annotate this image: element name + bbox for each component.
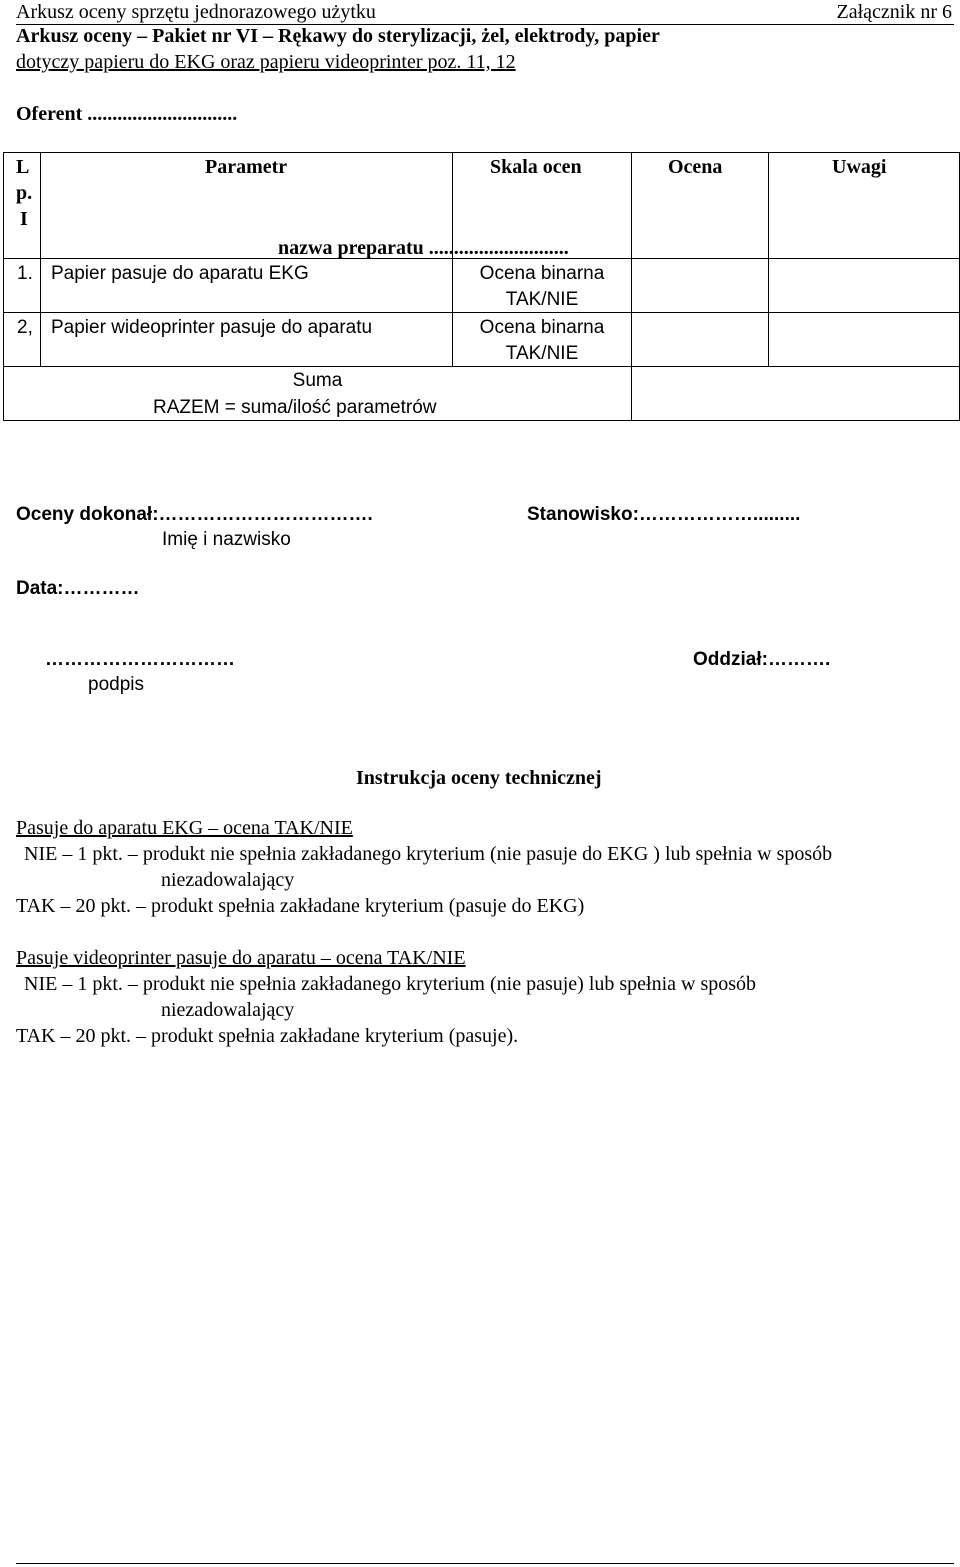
row2-lp: 2, bbox=[17, 317, 33, 338]
oddzial-field: Oddział:………. bbox=[693, 649, 831, 670]
section1-tak: TAK – 20 pkt. – produkt spełnia zakładane kryterium (pasuje do EKG) bbox=[16, 895, 585, 917]
lp-header-line3: I bbox=[20, 208, 28, 230]
document-title: Arkusz oceny – Pakiet nr VI – Rękawy do sterylizacji, żel, elektrody, papier bbox=[16, 25, 660, 47]
podpis-dots: ………………………… bbox=[45, 649, 235, 670]
row2-parametr: Papier wideoprinter pasuje do aparatu bbox=[51, 317, 373, 338]
imie-nazwisko-caption: Imię i nazwisko bbox=[162, 529, 291, 550]
section2-heading: Pasuje videoprinter pasuje do aparatu – ocena TAK/NIE bbox=[16, 947, 466, 969]
ocena-header: Ocena bbox=[668, 156, 723, 178]
uwagi-header: Uwagi bbox=[832, 156, 887, 178]
page-header bbox=[16, 0, 954, 25]
data-field: Data:………… bbox=[16, 578, 140, 599]
razem-label: RAZEM = suma/ilość parametrów bbox=[153, 397, 437, 418]
oferent-field: Oferent .............................. bbox=[16, 103, 238, 125]
section2-nie-line2: niezadowalający bbox=[161, 999, 295, 1021]
row1-parametr: Papier pasuje do aparatu EKG bbox=[51, 263, 309, 284]
document-subtitle: dotyczy papieru do EKG oraz papieru videoprinter poz. 11, 12 bbox=[16, 51, 516, 73]
footer-rule bbox=[16, 1563, 954, 1564]
section2-nie-line1: NIE – 1 pkt. – produkt nie spełnia zakładanego kryterium (nie pasuje) lub spełnia w sposób bbox=[24, 973, 757, 995]
section1-nie-line1: NIE – 1 pkt. – produkt nie spełnia zakładanego kryterium (nie pasuje do EKG ) lub spełnia w sposób bbox=[24, 843, 833, 865]
header-right-text: Załącznik nr 6 bbox=[836, 1, 952, 23]
section1-heading: Pasuje do aparatu EKG – ocena TAK/NIE bbox=[16, 817, 353, 839]
row1-ocena-cell bbox=[631, 258, 769, 313]
row2-uwagi-cell bbox=[768, 312, 960, 367]
suma-label: Suma bbox=[292, 370, 343, 391]
header-left-text: Arkusz oceny sprzętu jednorazowego użytku bbox=[16, 1, 376, 23]
skala-header: Skala ocen bbox=[490, 156, 582, 178]
section1-nie-line2: niezadowalający bbox=[161, 869, 295, 891]
row1-lp: 1. bbox=[17, 263, 33, 284]
row1-uwagi-cell bbox=[768, 258, 960, 313]
parametr-header: Parametr bbox=[205, 156, 288, 178]
lp-header-line2: p. bbox=[16, 182, 33, 204]
row1-skala-line1: Ocena binarna bbox=[479, 263, 605, 284]
oceny-dokonal: Oceny dokonał:……………………………. bbox=[16, 504, 373, 525]
lp-header-line1: L bbox=[16, 156, 30, 178]
row2-skala-line2: TAK/NIE bbox=[505, 343, 579, 364]
preparat-name: nazwa preparatu ............................ bbox=[278, 237, 569, 259]
instructions-title: Instrukcja oceny technicznej bbox=[356, 767, 602, 789]
row1-skala-line2: TAK/NIE bbox=[505, 289, 579, 310]
section2-tak: TAK – 20 pkt. – produkt spełnia zakładane kryterium (pasuje). bbox=[16, 1025, 519, 1047]
podpis-caption: podpis bbox=[88, 674, 144, 695]
summary-value-cell bbox=[631, 366, 960, 421]
row2-ocena-cell bbox=[631, 312, 769, 367]
stanowisko-field: Stanowisko:………………......... bbox=[527, 504, 801, 525]
row2-skala-line1: Ocena binarna bbox=[479, 317, 605, 338]
